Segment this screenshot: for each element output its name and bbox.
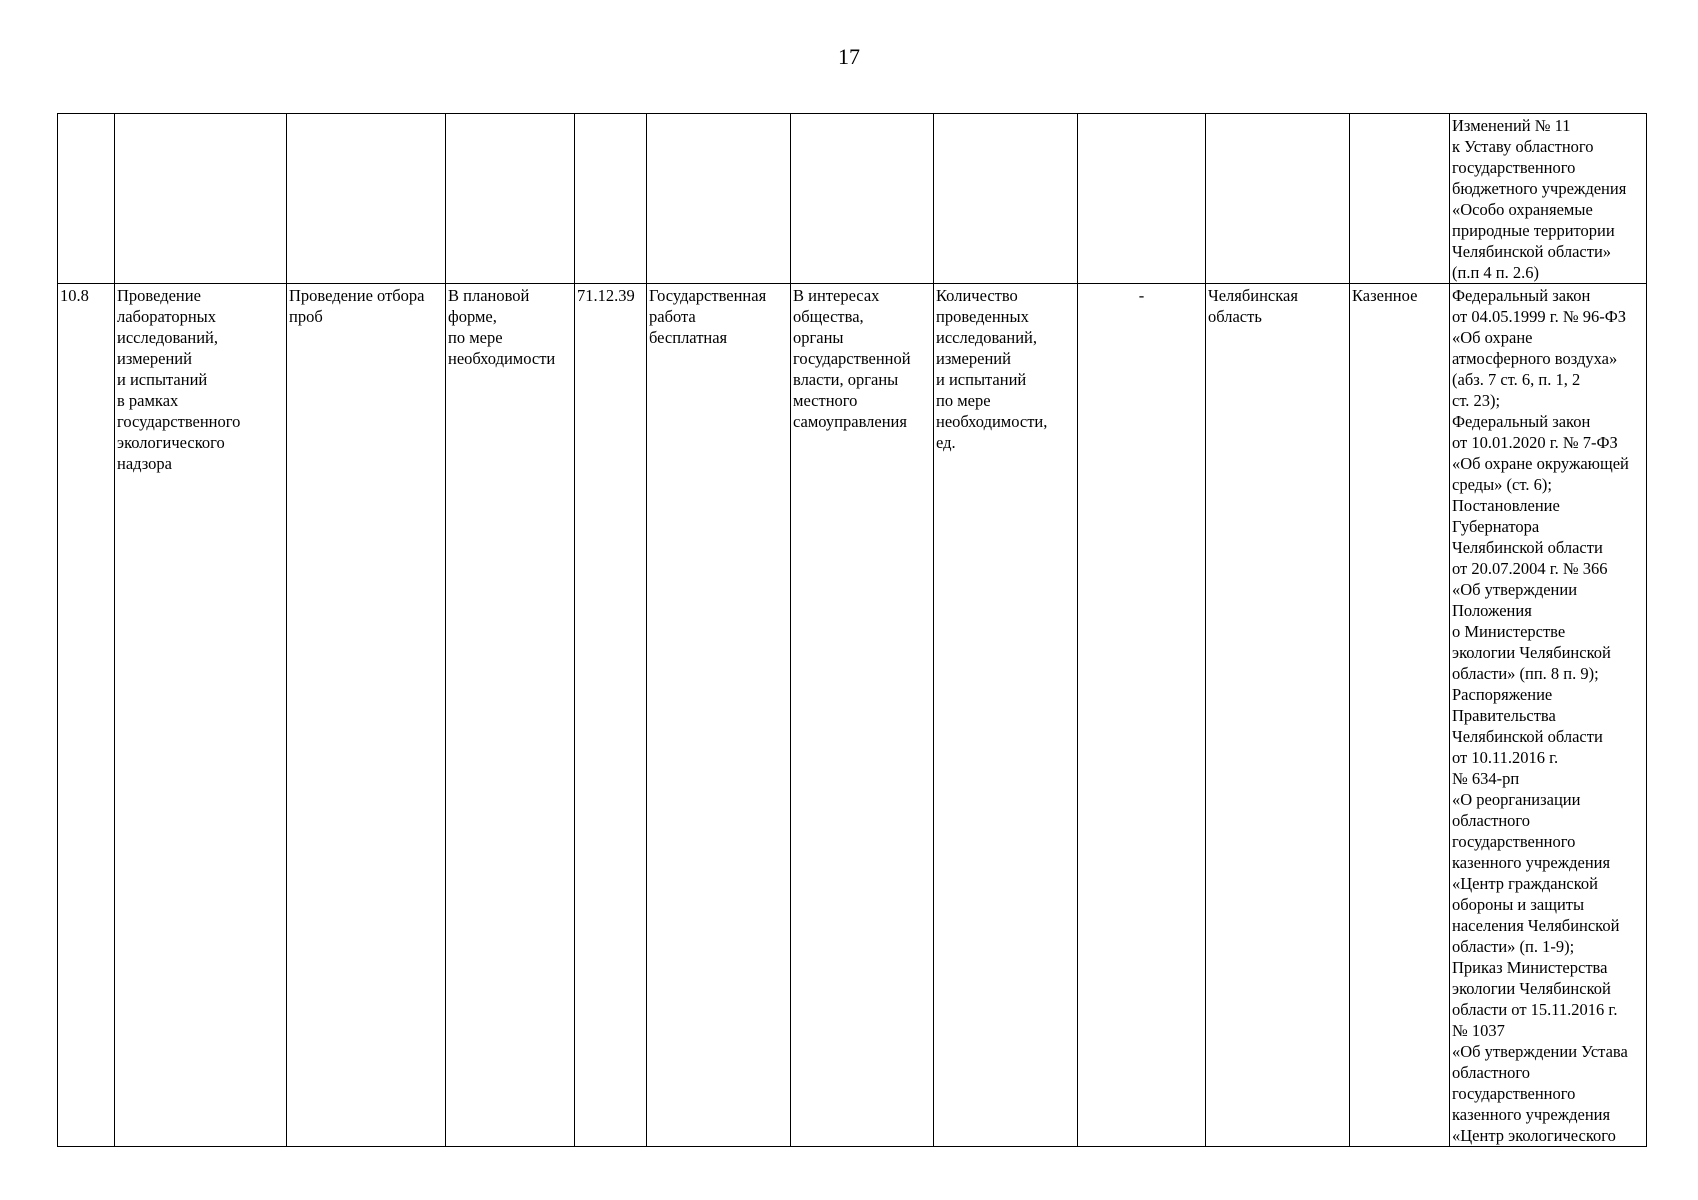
cell-number: 10.8 xyxy=(58,284,115,1147)
cell-name xyxy=(115,114,287,284)
cell-type xyxy=(647,114,791,284)
cell-dash xyxy=(1078,114,1206,284)
cell-form: В плановой форме, по мере необходимости xyxy=(446,284,575,1147)
cell-indicator xyxy=(934,114,1078,284)
cell-form xyxy=(446,114,575,284)
cell-legal-basis: Изменений № 11 к Уставу областного государственного бюджетного учреждения «Особо охраняемые природные территории Челябинской области» (п.п 4 п. 2.6) xyxy=(1450,114,1647,284)
cell-consumers: В интересах общества, органы государственной власти, органы местного самоуправления xyxy=(791,284,934,1147)
cell-number xyxy=(58,114,115,284)
cell-institution-type xyxy=(1350,114,1450,284)
cell-institution-type: Казенное xyxy=(1350,284,1450,1147)
cell-code xyxy=(575,114,647,284)
table-row-10-8 xyxy=(58,284,1647,1147)
cell-content: Проведение отбора проб xyxy=(287,284,446,1147)
table-row-continuation xyxy=(58,114,1647,284)
cell-legal-basis: Федеральный закон от 04.05.1999 г. № 96-ФЗ «Об охране атмосферного воздуха» (абз. 7 ст. 6, п. 1, 2 ст. 23); Федеральный закон от 10.01.2020 г. № 7-ФЗ «Об охране окружающей среды» (ст. 6); Постановление Губернатора Челябинской области от 20.07.2004 г. № 366 «Об утверждении Положения о Министерстве экологии Челябинской области» (пп. 8 п. 9); Распоряжение Правительства Челябинской области от 10.11.2016 г. № 634-рп «О реорганизации областного государственного казенного учреждения «Центр гражданской обороны и защиты населения Челябинской области» (п. 1-9); Приказ Министерства экологии Челябинской области от 15.11.2016 г. № 1037 «Об утверждении Устава областного государственного казенного учреждения «Центр экологического xyxy=(1450,284,1647,1147)
cell-region xyxy=(1206,114,1350,284)
cell-name: Проведение лабораторных исследований, измерений и испытаний в рамках государственного экологического надзора xyxy=(115,284,287,1147)
cell-region: Челябинская область xyxy=(1206,284,1350,1147)
cell-dash: - xyxy=(1078,284,1206,1147)
cell-code: 71.12.39 xyxy=(575,284,647,1147)
cell-type: Государственная работа бесплатная xyxy=(647,284,791,1147)
services-table xyxy=(57,113,1647,1147)
cell-consumers xyxy=(791,114,934,284)
cell-indicator: Количество проведенных исследований, измерений и испытаний по мере необходимости, ед. xyxy=(934,284,1078,1147)
cell-content xyxy=(287,114,446,284)
page-number: 17 xyxy=(838,44,860,69)
